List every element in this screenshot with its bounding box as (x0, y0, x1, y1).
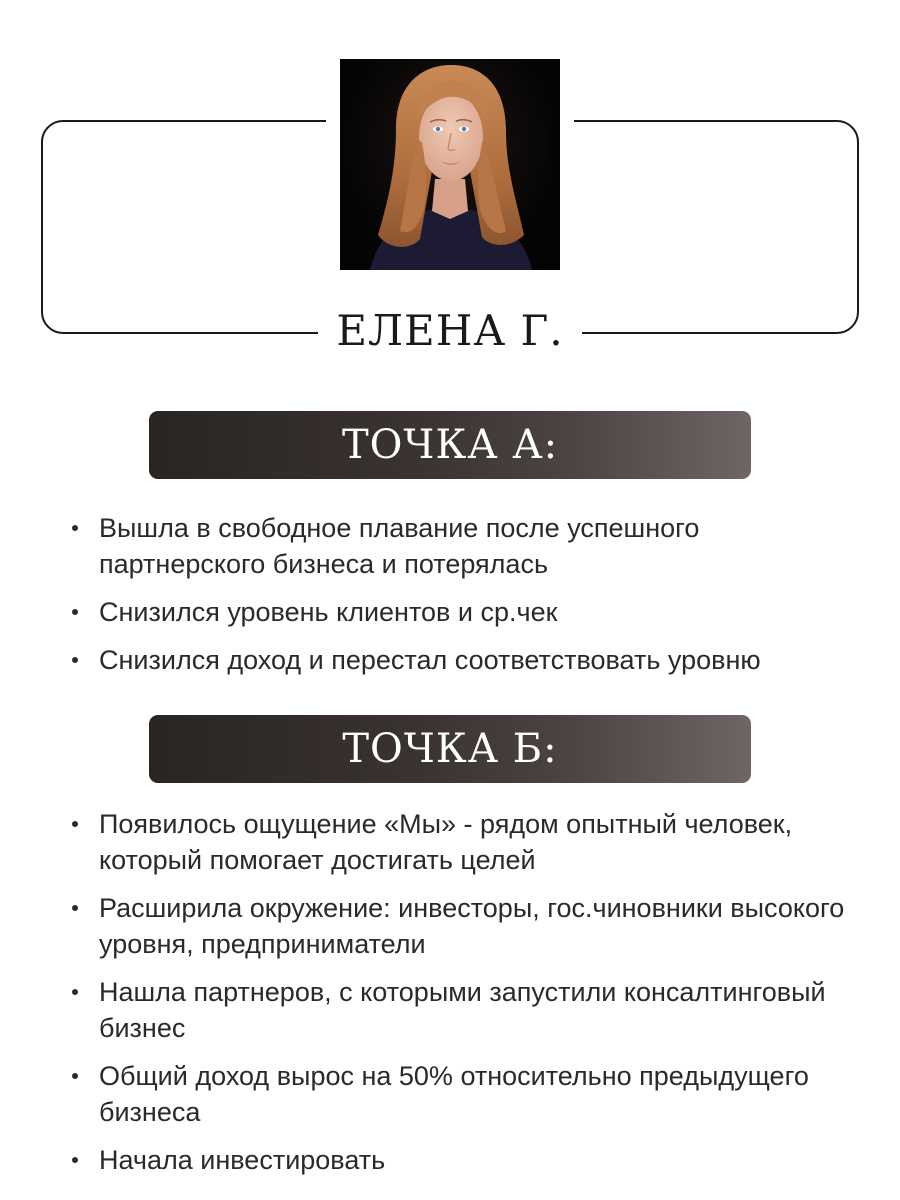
list-item (66, 1142, 866, 1178)
section-a-banner (149, 411, 751, 479)
section-a-list (66, 510, 866, 690)
list-item (66, 594, 866, 630)
list-item (66, 974, 866, 1046)
person-name: ЕЛЕНА Г. (336, 306, 564, 355)
list-item-text: Расширила окружение: инвесторы, гос.чиновники высокого уровня, предприниматели (99, 893, 845, 959)
portrait-photo (340, 59, 560, 270)
list-item-text: Снизился доход и перестал соответствовать уровню (99, 645, 761, 675)
bullet-dot-icon (72, 609, 78, 615)
list-item (66, 510, 866, 582)
list-item-text: Вышла в свободное плавание после успешного партнерского бизнеса и потерялась (99, 513, 700, 579)
bullet-dot-icon (72, 525, 78, 531)
list-item (66, 642, 866, 678)
section-b-banner (149, 715, 751, 783)
list-item-text: Появилось ощущение «Мы» - рядом опытный человек, который помогает достигать целей (99, 809, 793, 875)
bullet-dot-icon (72, 821, 78, 827)
list-item (66, 1058, 866, 1130)
bullet-dot-icon (72, 989, 78, 995)
section-b-title: ТОЧКА Б: (342, 726, 558, 772)
section-b-list (66, 806, 866, 1190)
portrait-illustration (340, 59, 560, 270)
list-item-text: Снизился уровень клиентов и ср.чек (99, 597, 558, 627)
bullet-dot-icon (72, 905, 78, 911)
list-item-text: Общий доход вырос на 50% относительно предыдущего бизнеса (99, 1061, 809, 1127)
bullet-dot-icon (72, 657, 78, 663)
section-a-title: ТОЧКА А: (341, 422, 559, 468)
bullet-dot-icon (72, 1073, 78, 1079)
list-item-text: Начала инвестировать (99, 1145, 386, 1175)
list-item-text: Нашла партнеров, с которыми запустили консалтинговый бизнес (99, 977, 826, 1043)
list-item (66, 806, 866, 878)
list-item (66, 890, 866, 962)
bullet-dot-icon (72, 1157, 78, 1163)
